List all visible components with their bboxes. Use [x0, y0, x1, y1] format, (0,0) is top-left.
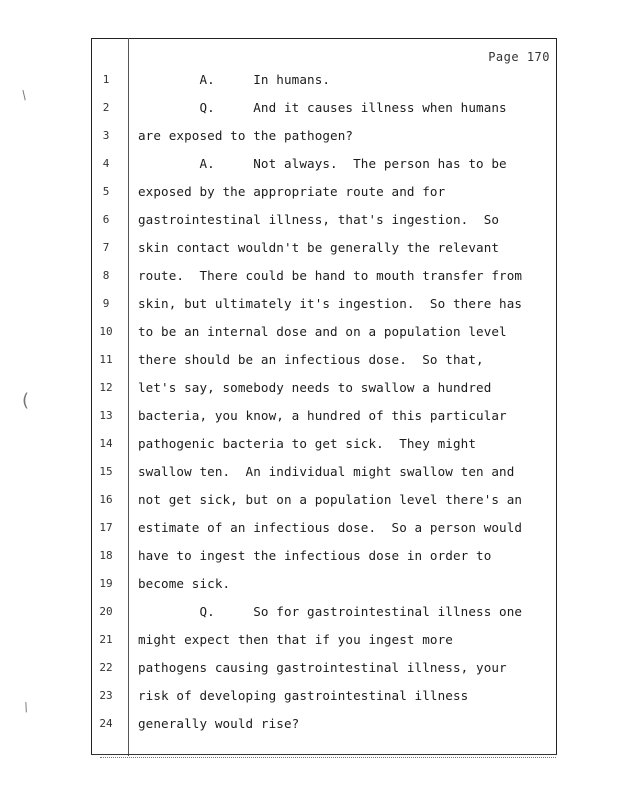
line-text: swallow ten. An individual might swallow ten and — [138, 464, 515, 479]
transcript-line — [0, 490, 618, 510]
transcript-line — [0, 378, 618, 398]
line-text: risk of developing gastrointestinal illness — [138, 688, 469, 703]
margin-scan-mark: / — [18, 87, 30, 103]
transcript-line — [0, 322, 618, 342]
transcript-line — [0, 406, 618, 426]
transcript-line — [0, 546, 618, 566]
line-text: to be an internal dose and on a population level — [138, 324, 507, 339]
transcript-line — [0, 518, 618, 538]
line-number: 14 — [99, 437, 113, 450]
transcript-line — [0, 70, 618, 90]
line-number: 3 — [102, 129, 110, 142]
transcript-line — [0, 266, 618, 286]
line-text: bacteria, you know, a hundred of this particular — [138, 408, 507, 423]
line-number: 20 — [99, 605, 113, 618]
bottom-border — [91, 754, 557, 755]
line-number: 22 — [99, 661, 113, 674]
transcript-line — [0, 350, 618, 370]
line-number: 10 — [99, 325, 113, 338]
line-text: not get sick, but on a population level there's an — [138, 492, 523, 507]
line-text: have to ingest the infectious dose in order to — [138, 548, 492, 563]
transcript-line — [0, 574, 618, 594]
line-number: 18 — [99, 549, 113, 562]
line-text: might expect then that if you ingest more — [138, 632, 453, 647]
line-text: gastrointestinal illness, that's ingestion. So — [138, 212, 500, 227]
line-number: 5 — [102, 185, 110, 198]
line-text: let's say, somebody needs to swallow a hundred — [138, 380, 492, 395]
line-number: 4 — [102, 157, 110, 170]
transcript-line — [0, 434, 618, 454]
line-number: 12 — [99, 381, 113, 394]
transcript-line — [0, 126, 618, 146]
line-text: estimate of an infectious dose. So a person would — [138, 520, 523, 535]
page-number-label: Page 170 — [488, 50, 550, 64]
line-text: exposed by the appropriate route and for — [138, 184, 446, 199]
line-number: 24 — [99, 717, 113, 730]
line-number: 15 — [99, 465, 113, 478]
line-text: become sick. — [138, 576, 231, 591]
footer-scan-noise — [100, 757, 556, 761]
margin-scan-mark: / — [21, 699, 31, 715]
line-number: 17 — [99, 521, 113, 534]
line-text: route. There could be hand to mouth transfer from — [138, 268, 523, 283]
line-number: 16 — [99, 493, 113, 506]
transcript-line — [0, 182, 618, 202]
line-number: 23 — [99, 689, 113, 702]
line-text: skin, but ultimately it's ingestion. So there has — [138, 296, 523, 311]
line-text: pathogenic bacteria to get sick. They might — [138, 436, 477, 451]
transcript-line — [0, 602, 618, 622]
line-number: 8 — [102, 269, 110, 282]
transcript-line — [0, 658, 618, 678]
transcript-line — [0, 154, 618, 174]
line-number: 11 — [99, 353, 113, 366]
transcript-line — [0, 98, 618, 118]
line-text: Q. And it causes illness when humans — [138, 100, 507, 115]
line-number: 6 — [102, 213, 110, 226]
transcript-line — [0, 686, 618, 706]
line-text: are exposed to the pathogen? — [138, 128, 354, 143]
line-text: A. Not always. The person has to be — [138, 156, 507, 171]
line-number: 9 — [102, 297, 110, 310]
transcript-line — [0, 210, 618, 230]
line-text: pathogens causing gastrointestinal illness, your — [138, 660, 507, 675]
transcript-line — [0, 238, 618, 258]
line-text: generally would rise? — [138, 716, 300, 731]
line-text: A. In humans. — [138, 72, 331, 87]
transcript-line — [0, 462, 618, 482]
line-text: Q. So for gastrointestinal illness one — [138, 604, 523, 619]
line-number: 21 — [99, 633, 113, 646]
line-number: 19 — [99, 577, 113, 590]
margin-scan-mark: ( — [22, 390, 30, 411]
line-text: there should be an infectious dose. So that, — [138, 352, 484, 367]
transcript-line — [0, 714, 618, 734]
line-number: 2 — [102, 101, 110, 114]
line-number: 1 — [102, 73, 110, 86]
transcript-line — [0, 294, 618, 314]
line-number: 13 — [99, 409, 113, 422]
line-text: skin contact wouldn't be generally the relevant — [138, 240, 500, 255]
line-number: 7 — [102, 241, 110, 254]
transcript-line — [0, 630, 618, 650]
